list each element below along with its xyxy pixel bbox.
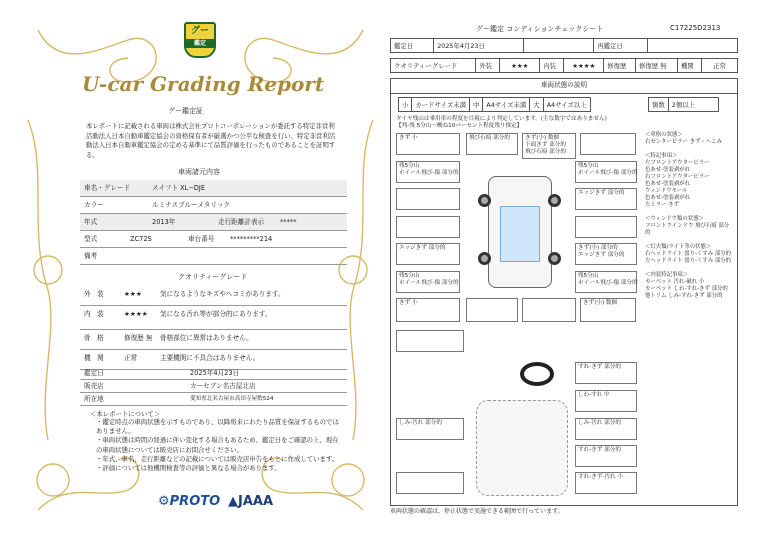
special-note-line: ＜車格の状態＞ [645, 132, 683, 138]
grade-row-exterior [80, 286, 347, 306]
stars: ★★★★ [124, 310, 148, 318]
label: 機 関 [84, 354, 104, 362]
label: 所在地 [84, 395, 104, 403]
note-box: 残5分山 ホイール飛び-傷 部分的 [575, 161, 637, 183]
special-note-line: カーペット しわ-すれ-きず 部分的 [645, 286, 728, 292]
note-item: ・鑑定時点の車両状態を示すものであり、以降将来にわたり品質を保証するものではありません。 [96, 418, 339, 436]
note-box: エッジきず 部分的 [396, 243, 460, 265]
note-box [396, 216, 460, 238]
special-note-line [645, 265, 733, 272]
tire-icon [478, 194, 491, 207]
note-box: すれ-きず 部分的 [575, 362, 637, 384]
size-small: 小 [399, 98, 412, 112]
label: 走行距離計表示 [218, 218, 265, 226]
proto-mark-icon: ⚙ [158, 494, 170, 509]
special-note-line: ＜内装特記事項＞ [645, 272, 689, 278]
row-date [80, 367, 347, 380]
car-interior-diagram [476, 400, 568, 496]
sheet-title: グー鑑定 コンディションチェックシート [476, 25, 604, 33]
note-box: 残5分山 ホイール飛び-傷 部分的 [396, 161, 460, 183]
note-box: きず 小 [396, 298, 460, 322]
notes-heading: ＜本レポートについて＞ [90, 410, 161, 418]
explain-title: 車両状態の説明 [390, 78, 738, 94]
row-model [80, 231, 347, 248]
note-box: しみ-汚れ 部分的 [396, 418, 464, 440]
special-note-line [645, 209, 733, 216]
note-box: きず(小) 数個 [580, 298, 636, 322]
color-value: ルミナスブルーメタリック [152, 201, 231, 209]
label: 備考 [84, 252, 98, 260]
note-box [522, 298, 576, 322]
special-note-line: 色あせ-塗装剥がれ [645, 167, 691, 173]
tire-icon [548, 194, 561, 207]
note-box [396, 472, 464, 494]
desc: 主要機関に不具合はありません。 [160, 354, 260, 362]
date-label: 鑑定日 [391, 39, 434, 53]
note-box [575, 216, 637, 238]
special-note-line: ＜灯火類/ライト等の状態＞ [645, 244, 712, 250]
label: 販売店 [84, 382, 104, 390]
tire-note: タイヤ残山は乗用車の程度を目視により判定しています。(主な数字ではありません) [396, 116, 607, 122]
desc: 気になるようなキズやヘコミがあります。 [160, 290, 285, 298]
note-box: エッジきず 部分的 [575, 188, 637, 210]
label: 骨 格 [84, 334, 104, 342]
row-shop [80, 380, 347, 393]
count-legend [648, 97, 719, 112]
special-note-line: ウィンドウモール [645, 188, 688, 194]
size-mid-desc: A4サイズ未満 [483, 98, 530, 112]
note-box: 残5分山 ホイール飛び-傷 部分的 [396, 271, 460, 293]
label: 鑑定日 [84, 369, 104, 377]
intro-text: 本レポートに記載される車両は株式会社プロトコーポレーションが委託する特定非営利活動法人日本自動車鑑定協会の資格保有者が厳選かつ公平な検査を行い、特定非営利活動法人日本自動車鑑定協会の定める基準にて品質評価を行ったものであることを証明する。 [86, 122, 336, 159]
special-note-line: フロントウインドウ 飛び石痕 部分的 [645, 223, 730, 236]
special-note-line: 右フロントアウターピラー [645, 174, 710, 180]
grade-row-frame [80, 330, 347, 350]
label: 年式 [84, 218, 98, 226]
date-value: 2025年4月23日 [434, 39, 524, 53]
car-glass [500, 206, 540, 262]
shop-value: カーセブン名古屋北店 [190, 382, 256, 390]
notes-list [96, 418, 341, 473]
note-box [396, 188, 460, 210]
note-item: ・年式、車名、走行距離などの記載については販売店申告をもとに作成しています。 [96, 454, 339, 463]
report-subtitle: グー鑑定証 [168, 107, 203, 115]
address-value: 愛知県北名古屋市高田寺屋敷524 [190, 396, 274, 402]
note-item: ・車両状態は時間の経過に伴い変化する場合もあるため、鑑定日をご確認の上、現在の車両状態については販売店にお問合せください。 [96, 436, 339, 454]
size-small-desc: カードサイズ未満 [412, 98, 470, 112]
row-car-name [80, 180, 347, 197]
label: 車台番号 [188, 235, 215, 243]
car-name-value: スイフト XL−DJE [152, 184, 206, 192]
quality-grade-heading: クオリティーグレード [178, 273, 248, 281]
note-box: きず(小) 部分的 エッジきず 部分的 [575, 243, 637, 265]
special-note-line: 右ヘッドライト 曇り-くすみ 部分的 [645, 251, 732, 257]
note-box: しわ-すれ 中 [575, 390, 637, 412]
report-title: U-car Grading Report [81, 72, 325, 96]
label: カラー [84, 201, 104, 209]
size-mid: 中 [470, 98, 483, 112]
label: 車名・グレード [84, 184, 131, 192]
grading-report-certificate [18, 10, 383, 530]
vehicle-info-heading: 車両諸元内容 [178, 168, 220, 176]
steering-wheel-icon [520, 362, 554, 386]
row-color [80, 197, 347, 214]
special-note-line: ＜ウィンドウ類の状態＞ [645, 216, 704, 222]
date-table [390, 38, 738, 53]
label: 内装 [540, 59, 564, 73]
grade-row-interior [80, 306, 347, 330]
label: 外 装 [84, 290, 104, 298]
exterior-stars: ★★★ [500, 59, 540, 73]
label: 内 装 [84, 310, 104, 318]
row-address [80, 393, 347, 406]
jaaa-mark-icon: ▲ [228, 494, 238, 509]
stars: ★★★ [124, 290, 142, 298]
desc: 骨格部位に異常はありません。 [160, 334, 253, 342]
label: 修復歴 [604, 59, 636, 73]
special-note-line [645, 237, 733, 244]
special-note-line: 右センターピラー きず・へこみ [645, 139, 722, 145]
interior-stars: ★★★★ [564, 59, 604, 73]
special-note-line: ＜特記事項＞ [645, 153, 678, 159]
row-year [80, 214, 347, 231]
note-box: すれ-きず-汚れ 小 [575, 472, 637, 494]
desc: 気になる汚れ等が部分的にあります。 [160, 310, 272, 318]
proto-logo: ⚙PROTO [158, 494, 221, 509]
repair-value: 修復歴 無 [636, 59, 678, 73]
reinspection-label: 再鑑定日 [594, 39, 648, 53]
tire-icon [478, 252, 491, 265]
label: 外装 [476, 59, 500, 73]
note-item: ・評価については他機関検査等の評価と異なる場合があります。 [96, 464, 281, 473]
special-note-line: 左フロントアウターピラー [645, 160, 710, 166]
size-large: 大 [530, 98, 543, 112]
tire-note-2: 【判-残 5分山〜概ね10パーセント程度残り推定】 [396, 123, 523, 129]
quality-table [390, 58, 738, 73]
special-note-line: 他トリム しみ-すれ-きず 部分的 [645, 293, 723, 299]
note-box [466, 298, 518, 322]
jaaa-logo: ▲JAAA [228, 494, 274, 509]
special-note-line: 色あせ-塗装剥がれ [645, 195, 691, 201]
vin-value: *********214 [230, 235, 273, 243]
note-box: 残5分山 ホイール飛び-傷 部分的 [575, 271, 637, 293]
date-value: 2025年4月23日 [190, 369, 240, 377]
sheet-code: C17225D2313 [670, 24, 721, 32]
note-box [580, 133, 636, 155]
mileage-value: ***** [280, 218, 297, 226]
special-note-line: 左ヘッドライト 曇り-くすみ 部分的 [645, 258, 732, 264]
note-box [396, 330, 464, 352]
car-top-view-diagram [470, 162, 570, 298]
note-box: きず 小 [396, 133, 460, 155]
stars: 修復歴 無 [124, 334, 153, 342]
row-remarks [80, 248, 347, 265]
label: 機関 [677, 59, 701, 73]
engine-value: 正常 [702, 59, 738, 73]
model-value: ZC72S [130, 235, 152, 243]
special-note-line: カーペット 汚れ-破れ 小 [645, 279, 705, 285]
size-legend [398, 97, 591, 112]
goo-kantei-logo: グー 鑑定 [184, 22, 216, 58]
note-box: しみ-汚れ 部分的 [575, 418, 637, 440]
special-note-line: 色あせ-塗装剥がれ [645, 181, 691, 187]
sheet-footer: 車両状態の確認は、停止状態で実施できる範囲で行っています。 [390, 508, 564, 515]
label: クオリティーグレード [391, 59, 476, 73]
special-note-line: 左ミラー きず [645, 202, 680, 208]
size-large-desc: A4サイズ以上 [543, 98, 590, 112]
note-box: 飛び石痕 部分的 [466, 133, 518, 155]
special-note-line [645, 146, 733, 153]
note-box: きず(小) 数個 下面きず 部分的 飛び石痕 部分的 [522, 133, 576, 159]
special-notes-column [645, 132, 733, 300]
count-value: 2個以上 [668, 98, 718, 112]
label: 型式 [84, 235, 98, 243]
count-label: 箇数 [649, 98, 669, 112]
tire-icon [548, 252, 561, 265]
year-value: 2013年 [152, 218, 176, 226]
note-box: すれ-きず 部分的 [575, 445, 637, 467]
stars: 正常 [124, 354, 138, 362]
